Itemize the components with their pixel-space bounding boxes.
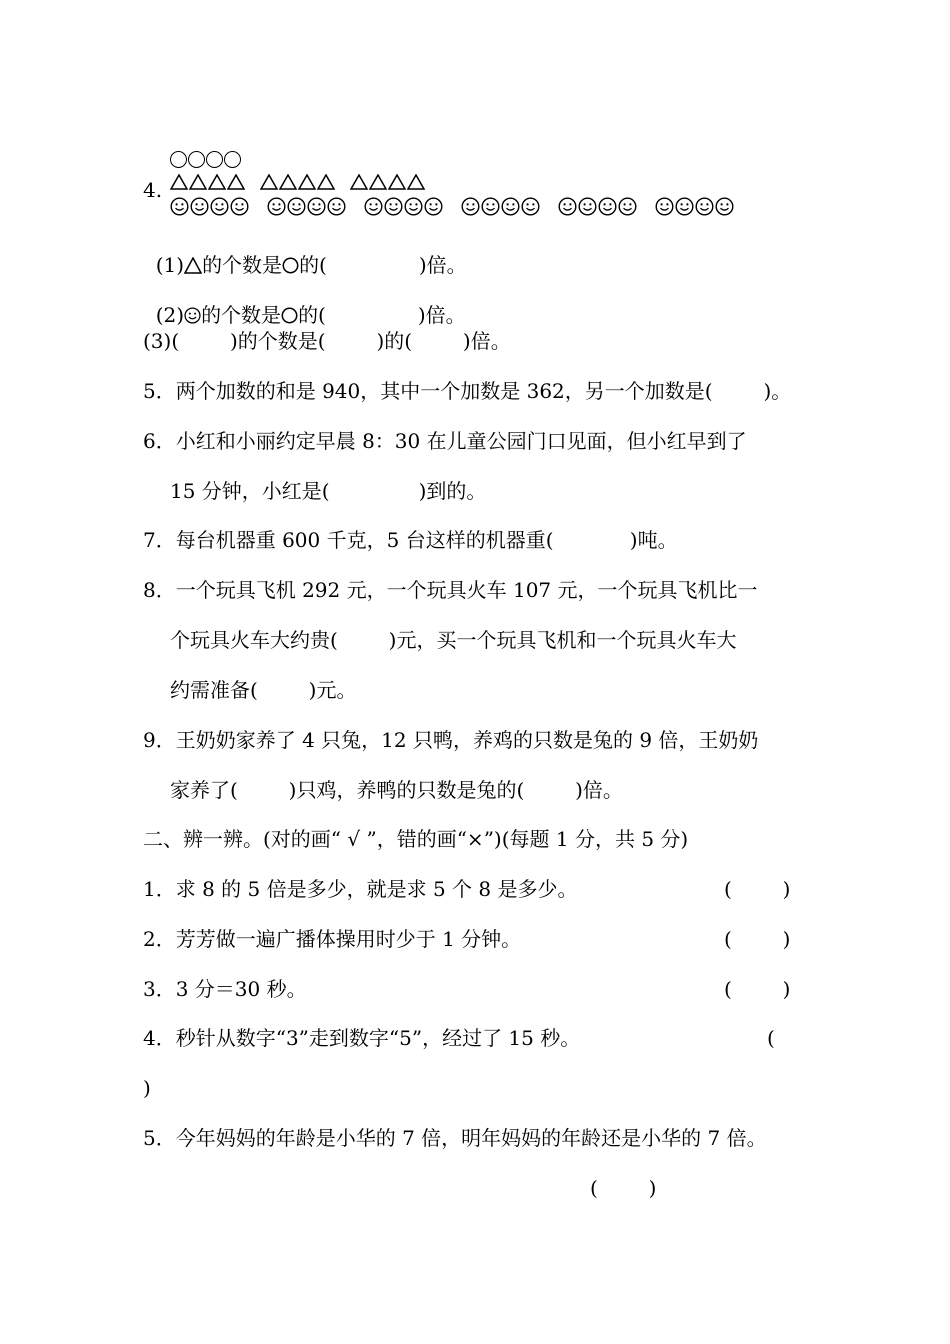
circle-icon bbox=[282, 257, 299, 274]
triangle-icon bbox=[208, 174, 226, 190]
smiley-icon bbox=[384, 197, 403, 216]
smiley-icon bbox=[184, 307, 201, 324]
smiley-icon bbox=[598, 197, 617, 216]
circle-icon bbox=[188, 151, 205, 168]
question-7: 7．每台机器重 600 千克，5 台这样的机器重( )吨。 bbox=[143, 528, 678, 552]
smiley-icon bbox=[210, 197, 229, 216]
triangle-icon bbox=[317, 174, 335, 190]
judge-5-answer-box[interactable]: ( ) bbox=[590, 1176, 657, 1200]
smiley-icon bbox=[675, 197, 694, 216]
judge-5-text: 5．今年妈妈的年龄是小华的 7 倍，明年妈妈的年龄还是小华的 7 倍。 bbox=[143, 1126, 767, 1150]
judge-1-answer-box[interactable]: ( ) bbox=[724, 877, 791, 901]
circle-icon bbox=[224, 151, 241, 168]
question-9-line-1: 9．王奶奶家养了 4 只兔，12 只鸭，养鸡的只数是兔的 9 倍，王奶奶 bbox=[143, 728, 759, 752]
smiley-icon bbox=[424, 197, 443, 216]
smiley-icon bbox=[170, 197, 189, 216]
circle-icon bbox=[206, 151, 223, 168]
triangle-icon bbox=[227, 174, 245, 190]
smiley-icon bbox=[364, 197, 383, 216]
triangle-group bbox=[260, 174, 336, 190]
circle-icon bbox=[281, 307, 298, 324]
smiley-icon bbox=[558, 197, 577, 216]
triangle-icon bbox=[189, 174, 207, 190]
triangle-icon bbox=[369, 174, 387, 190]
smiley-icon bbox=[230, 197, 249, 216]
smiley-group bbox=[364, 197, 444, 216]
smiley-icon bbox=[190, 197, 209, 216]
smiley-icon bbox=[327, 197, 346, 216]
smiley-group bbox=[461, 197, 541, 216]
smiley-icon bbox=[267, 197, 286, 216]
smiley-icon bbox=[404, 197, 423, 216]
smiley-icon bbox=[521, 197, 540, 216]
triangle-icon bbox=[184, 257, 202, 274]
smiley-icon bbox=[695, 197, 714, 216]
smiley-icon bbox=[715, 197, 734, 216]
judge-2-text: 2．芳芳做一遍广播体操用时少于 1 分钟。 bbox=[143, 927, 522, 951]
triangle-icon bbox=[260, 174, 278, 190]
smiley-group bbox=[558, 197, 638, 216]
circle-row bbox=[170, 151, 242, 168]
smiley-icon bbox=[578, 197, 597, 216]
question-5: 5．两个加数的和是 940，其中一个加数是 362，另一个加数是( )。 bbox=[143, 379, 792, 403]
triangle-icon bbox=[407, 174, 425, 190]
smiley-icon bbox=[501, 197, 520, 216]
judge-1-text: 1．求 8 的 5 倍是多少，就是求 5 个 8 是多少。 bbox=[143, 877, 578, 901]
question-6-line-1: 6．小红和小丽约定早晨 8：30 在儿童公园门口见面，但小红早到了 bbox=[143, 429, 747, 453]
question-6-line-2: 15 分钟，小红是( )到的。 bbox=[170, 479, 487, 503]
judge-4-answer-close[interactable]: ) bbox=[143, 1076, 151, 1100]
question-8-line-2: 个玩具火车大约贵( )元，买一个玩具飞机和一个玩具火车大 bbox=[170, 628, 737, 652]
smiley-icon bbox=[287, 197, 306, 216]
question-4-sub3: (3)( )的个数是( )的( )倍。 bbox=[143, 329, 511, 353]
smiley-icon bbox=[655, 197, 674, 216]
triangle-group bbox=[170, 174, 246, 190]
smiley-icon bbox=[461, 197, 480, 216]
judge-3-answer-box[interactable]: ( ) bbox=[724, 977, 791, 1001]
smiley-group bbox=[655, 197, 735, 216]
question-4-number: 4. bbox=[143, 178, 163, 202]
smiley-icon bbox=[618, 197, 637, 216]
judge-4-answer-open[interactable]: ( bbox=[767, 1026, 775, 1050]
smiley-icon bbox=[307, 197, 326, 216]
circle-icon bbox=[170, 151, 187, 168]
triangle-icon bbox=[170, 174, 188, 190]
judge-3-text: 3．3 分＝30 秒。 bbox=[143, 977, 307, 1001]
smiley-icon bbox=[481, 197, 500, 216]
question-8-line-3: 约需准备( )元。 bbox=[170, 678, 357, 702]
smiley-group bbox=[170, 197, 250, 216]
section-2-title: 二、辨一辨。(对的画“ √ ”，错的画“×”)(每题 1 分，共 5 分) bbox=[143, 827, 689, 851]
triangle-icon bbox=[298, 174, 316, 190]
triangle-row bbox=[170, 174, 440, 190]
triangle-icon bbox=[388, 174, 406, 190]
triangle-group bbox=[350, 174, 426, 190]
smiley-group bbox=[267, 197, 347, 216]
judge-4-text: 4．秒针从数字“3”走到数字“5”，经过了 15 秒。 bbox=[143, 1026, 581, 1050]
smiley-row bbox=[170, 197, 752, 216]
question-9-line-2: 家养了( )只鸡，养鸭的只数是兔的( )倍。 bbox=[170, 778, 623, 802]
judge-2-answer-box[interactable]: ( ) bbox=[724, 927, 791, 951]
triangle-icon bbox=[279, 174, 297, 190]
triangle-icon bbox=[350, 174, 368, 190]
question-4-sub2: (2) 的个数是 的( )倍。 bbox=[155, 303, 466, 327]
question-4-sub1: (1) 的个数是 的( )倍。 bbox=[155, 253, 467, 277]
question-8-line-1: 8．一个玩具飞机 292 元，一个玩具火车 107 元，一个玩具飞机比一 bbox=[143, 578, 758, 602]
